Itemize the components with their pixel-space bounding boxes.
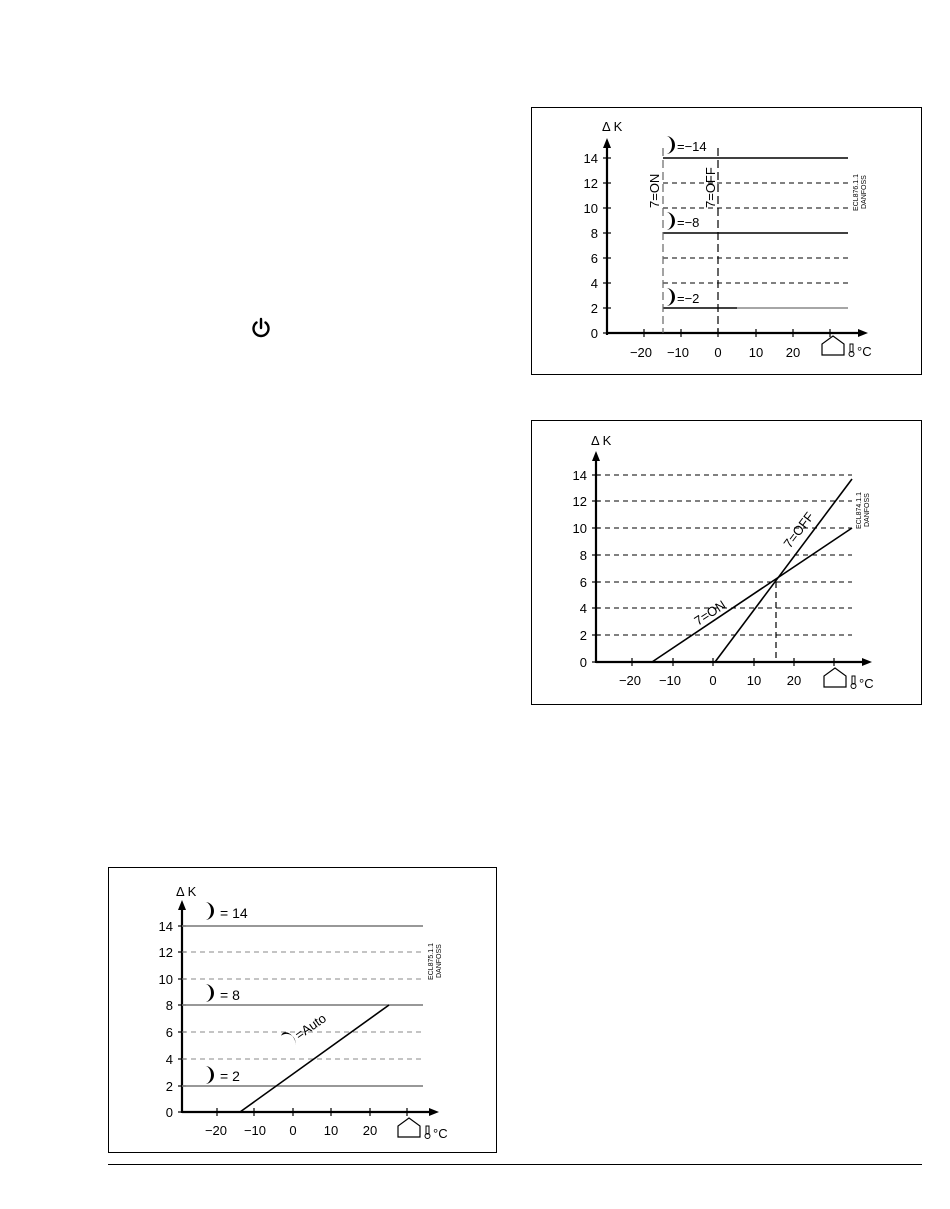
x-tick-label: −10 (243, 1123, 267, 1138)
label-auto: =Auto (292, 1010, 329, 1043)
x-tick-label: 20 (362, 1123, 378, 1138)
y-tick-label: 14 (158, 919, 173, 934)
y-axis-label: Δ K (176, 884, 197, 899)
x-tick-label: 0 (709, 673, 717, 688)
x-unit-label: °C (859, 676, 874, 691)
house-thermometer-icon (398, 1118, 430, 1139)
brand-label: DANFOSS (864, 493, 871, 527)
moon-icon (666, 136, 675, 154)
label-minus14: =−14 (677, 139, 707, 154)
footer-rule (108, 1164, 922, 1165)
moon-icon (205, 1066, 214, 1084)
x-unit-label: °C (857, 344, 872, 359)
y-tick-label: 6 (579, 575, 587, 590)
y-tick-label: 6 (590, 251, 598, 266)
series-line-7-on (652, 528, 852, 662)
label-7-off: 7=OFF (703, 167, 718, 208)
y-axis-arrow (603, 138, 611, 148)
power-icon (250, 317, 272, 339)
x-axis-arrow (862, 658, 872, 666)
x-tick-label: −20 (629, 345, 653, 360)
y-tick-label: 0 (590, 326, 598, 341)
y-tick-label: 12 (572, 494, 587, 509)
x-unit-label: °C (433, 1126, 448, 1141)
x-tick-label: −10 (658, 673, 682, 688)
label-minus8: =−8 (677, 215, 700, 230)
moon-icon (666, 288, 675, 306)
label-7-on: 7=ON (647, 173, 662, 208)
chart-ecl876 (532, 108, 923, 376)
x-axis-arrow (858, 329, 868, 337)
y-tick-label: 10 (572, 521, 587, 536)
y-tick-label: 4 (165, 1052, 173, 1067)
y-tick-label: 10 (583, 201, 598, 216)
code-label: ECL876.1.1 (853, 174, 860, 211)
y-tick-label: 8 (590, 226, 598, 241)
brand-label: DANFOSS (436, 944, 443, 978)
y-tick-label: 8 (579, 548, 587, 563)
label-7-on: 7=ON (691, 597, 729, 629)
x-tick-label: −20 (204, 1123, 228, 1138)
x-tick-label: 0 (714, 345, 722, 360)
y-tick-label: 10 (158, 972, 173, 987)
y-tick-label: 14 (583, 151, 598, 166)
y-tick-label: 6 (165, 1025, 173, 1040)
moon-icon (666, 212, 675, 230)
x-tick-label: −10 (666, 345, 690, 360)
x-tick-label: 20 (785, 345, 801, 360)
x-tick-label: 10 (748, 345, 764, 360)
label-8: = 8 (220, 987, 240, 1003)
diagram-ecl876 (531, 107, 922, 375)
y-axis-label: Δ K (602, 119, 623, 134)
y-tick-label: 14 (572, 468, 587, 483)
y-tick-label: 4 (579, 601, 587, 616)
y-tick-label: 0 (165, 1105, 173, 1120)
y-tick-label: 8 (165, 998, 173, 1013)
y-tick-label: 0 (579, 655, 587, 670)
x-tick-label: 10 (323, 1123, 339, 1138)
x-axis-arrow (429, 1108, 439, 1116)
y-tick-label: 12 (158, 945, 173, 960)
label-minus2: =−2 (677, 291, 700, 306)
x-tick-label: 10 (746, 673, 762, 688)
y-tick-label: 2 (165, 1079, 173, 1094)
house-thermometer-icon (822, 336, 854, 357)
moon-icon (205, 984, 214, 1002)
label-7-off: 7=OFF (780, 509, 817, 551)
moon-icon (205, 902, 214, 920)
y-tick-label: 4 (590, 276, 598, 291)
x-tick-label: −20 (618, 673, 642, 688)
y-axis-arrow (592, 451, 600, 461)
x-tick-label: 20 (786, 673, 802, 688)
brand-label: DANFOSS (861, 175, 868, 209)
label-2: = 2 (220, 1068, 240, 1084)
diagram-ecl874 (531, 420, 922, 705)
y-tick-label: 2 (590, 301, 598, 316)
code-label: ECL875.1.1 (428, 943, 435, 980)
chart-ecl875 (109, 868, 498, 1154)
y-tick-label: 2 (579, 628, 587, 643)
y-axis-arrow (178, 900, 186, 910)
diagram-ecl875 (108, 867, 497, 1153)
y-axis-label: Δ K (591, 433, 612, 448)
chart-ecl874 (532, 421, 923, 706)
x-tick-label: 0 (289, 1123, 297, 1138)
house-thermometer-icon (824, 668, 856, 689)
y-tick-label: 12 (583, 176, 598, 191)
code-label: ECL874.1.1 (856, 492, 863, 529)
label-14: = 14 (220, 905, 248, 921)
